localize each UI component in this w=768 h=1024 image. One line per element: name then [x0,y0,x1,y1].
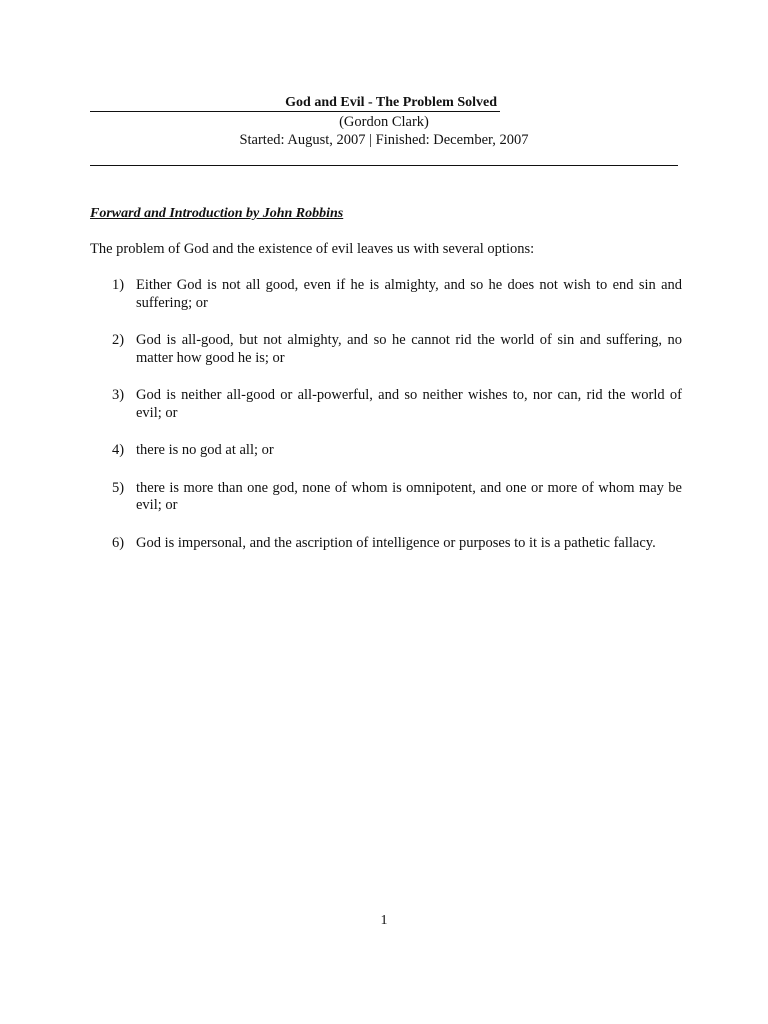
list-item-number: 4) [112,442,125,458]
list-item-number: 3) [112,387,125,403]
author-line: (Gordon Clark) [339,114,429,130]
header-divider [90,165,678,166]
list-item-number: 6) [112,534,125,551]
list-item-text: God is impersonal, and the ascription of intelligence or purposes to it is a pathetic fallacy. [136,534,656,551]
title-row [90,94,500,114]
list-item [112,442,682,460]
list-item-text: there is no god at all; or [136,442,274,458]
list-item-number: 2) [112,332,125,348]
list-item-text: God is neither all-good or all-powerful, and so neither wishes to, nor can, rid the world of evil; or [136,387,682,421]
list-item-number: 1) [112,277,125,293]
list-item [112,535,682,553]
list-item-text: Either God is not all good, even if he is almighty, and so he does not wish to end sin and suffering; or [136,277,682,311]
list-item [112,480,682,515]
list-item-text: there is more than one god, none of whom is omnipotent, and one or more of whom may be evil; or [136,479,682,513]
page-number: 1 [380,913,388,928]
list-item-text: God is all-good, but not almighty, and so he cannot rid the world of sin and suffering, no matter how good he is; or [136,332,682,366]
document-title: God and Evil - The Problem Solved [285,95,497,110]
list-item [112,332,682,367]
list-item-number: 5) [112,479,125,496]
list-item [112,387,682,422]
section-heading: Forward and Introduction by John Robbins [90,206,344,221]
options-list [112,277,682,572]
intro-paragraph: The problem of God and the existence of evil leaves us with several options: [90,241,535,257]
dates-line: Started: August, 2007 | Finished: December, 2007 [239,132,529,148]
list-item [112,277,682,312]
